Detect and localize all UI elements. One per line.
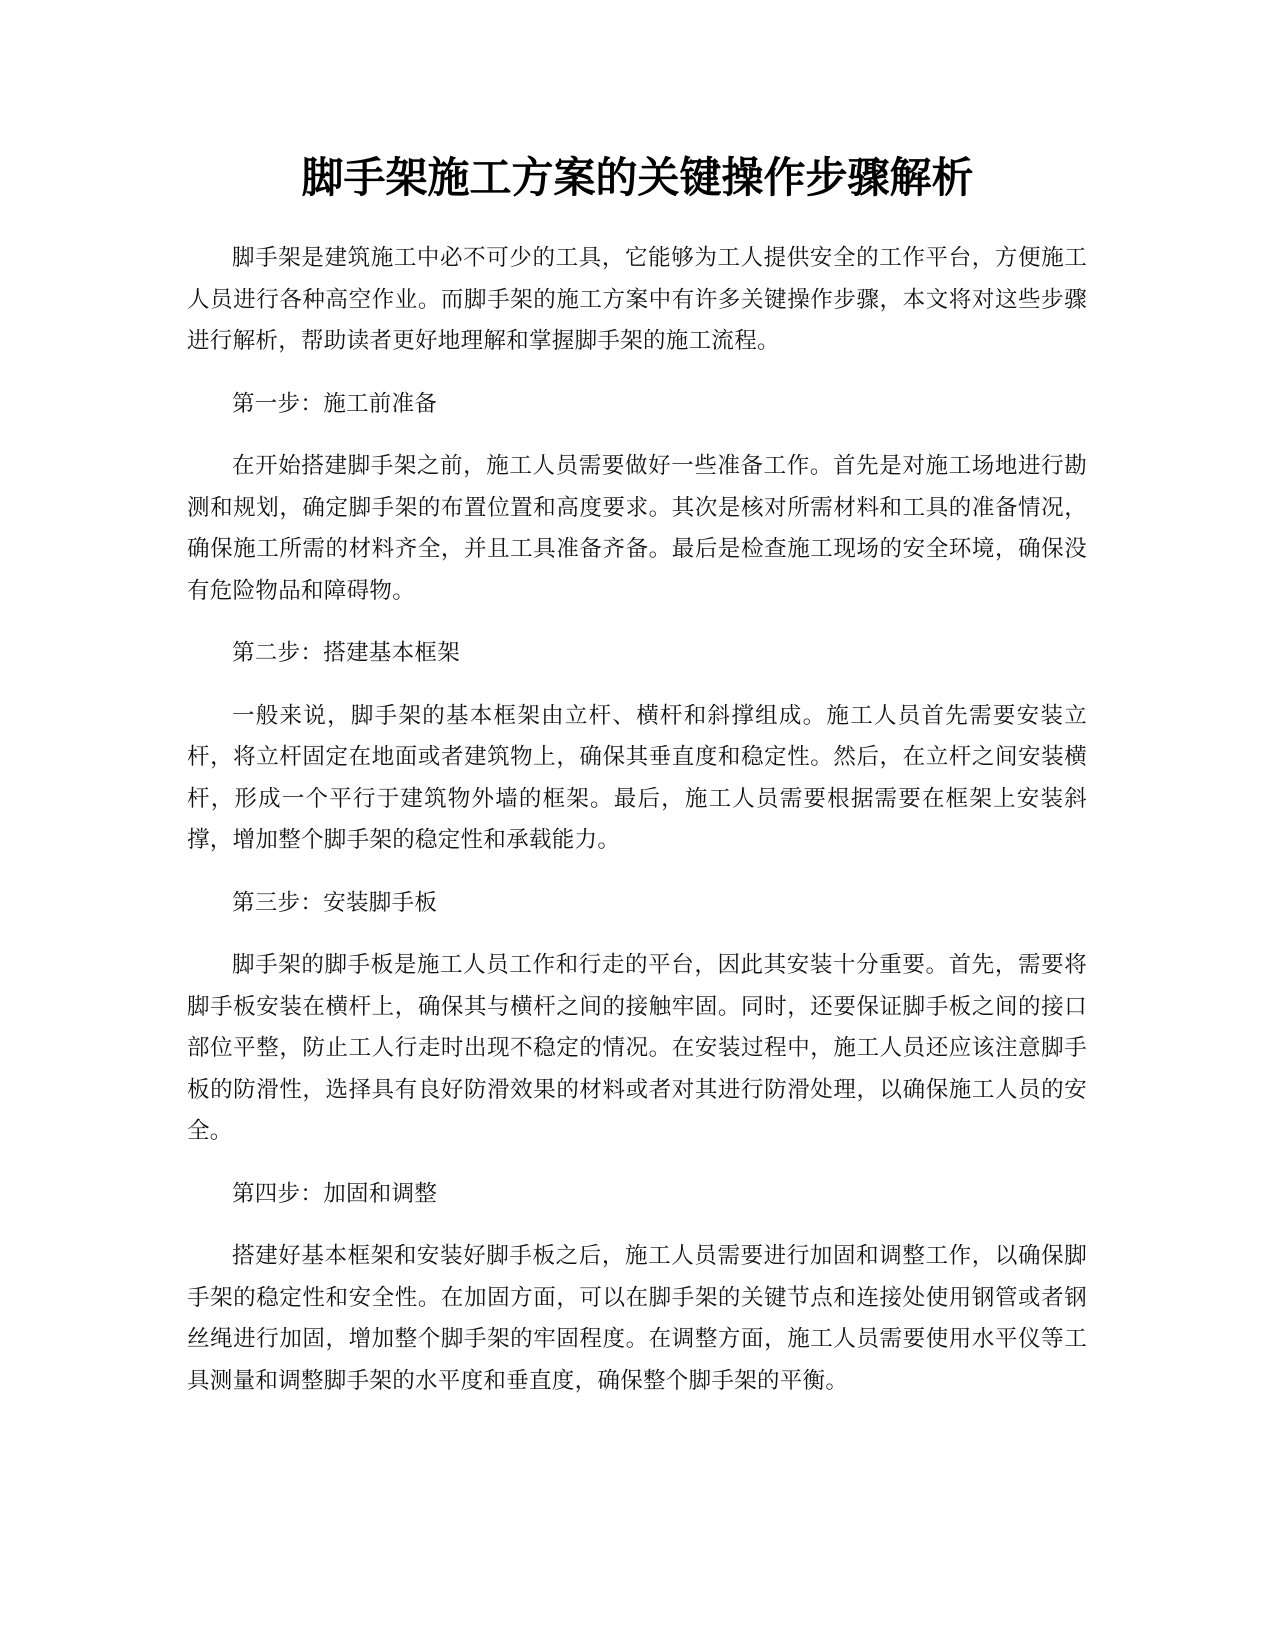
section-body-step-2: 一般来说，脚手架的基本框架由立杆、横杆和斜撑组成。施工人员首先需要安装立杆，将立杆固定在地面或者建筑物上，确保其垂直度和稳定性。然后，在立杆之间安装横杆，形成一个平行于建筑物外墙的框架。最后，施工人员需要根据需要在框架上安装斜撑，增加整个脚手架的稳定性和承载能力。 xyxy=(187,702,1087,853)
document-title: 脚手架施工方案的关键操作步骤解析 xyxy=(301,153,974,202)
section-heading-step-2: 第二步：搭建基本框架 xyxy=(232,640,461,666)
intro-paragraph: 脚手架是建筑施工中必不可少的工具，它能够为工人提供安全的工作平台，方便施工人员进行各种高空作业。而脚手架的施工方案中有许多关键操作步骤，本文将对这些步骤进行解析，帮助读者更好地理解和掌握脚手架的施工流程。 xyxy=(187,245,1087,354)
section-body-step-3: 脚手架的脚手板是施工人员工作和行走的平台，因此其安装十分重要。首先，需要将脚手板安装在横杆上，确保其与横杆之间的接触牢固。同时，还要保证脚手板之间的接口部位平整，防止工人行走时出现不稳定的情况。在安装过程中，施工人员还应该注意脚手板的防滑性，选择具有良好防滑效果的材料或者对其进行防滑处理，以确保施工人员的安全。 xyxy=(187,952,1087,1144)
section-body-step-1: 在开始搭建脚手架之前，施工人员需要做好一些准备工作。首先是对施工场地进行勘测和规划，确定脚手架的布置位置和高度要求。其次是核对所需材料和工具的准备情况，确保施工所需的材料齐全，并且工具准备齐备。最后是检查施工现场的安全环境，确保没有危险物品和障碍物。 xyxy=(187,453,1087,604)
section-body-step-4: 搭建好基本框架和安装好脚手板之后，施工人员需要进行加固和调整工作，以确保脚手架的稳定性和安全性。在加固方面，可以在脚手架的关键节点和连接处使用钢管或者钢丝绳进行加固，增加整个脚手架的牢固程度。在调整方面，施工人员需要使用水平仪等工具测量和调整脚手架的水平度和垂直度，确保整个脚手架的平衡。 xyxy=(187,1243,1087,1394)
section-heading-step-3: 第三步：安装脚手板 xyxy=(232,889,438,916)
section-heading-step-4: 第四步：加固和调整 xyxy=(232,1180,438,1207)
section-heading-step-1: 第一步：施工前准备 xyxy=(232,390,438,417)
document-body xyxy=(187,238,1087,1402)
